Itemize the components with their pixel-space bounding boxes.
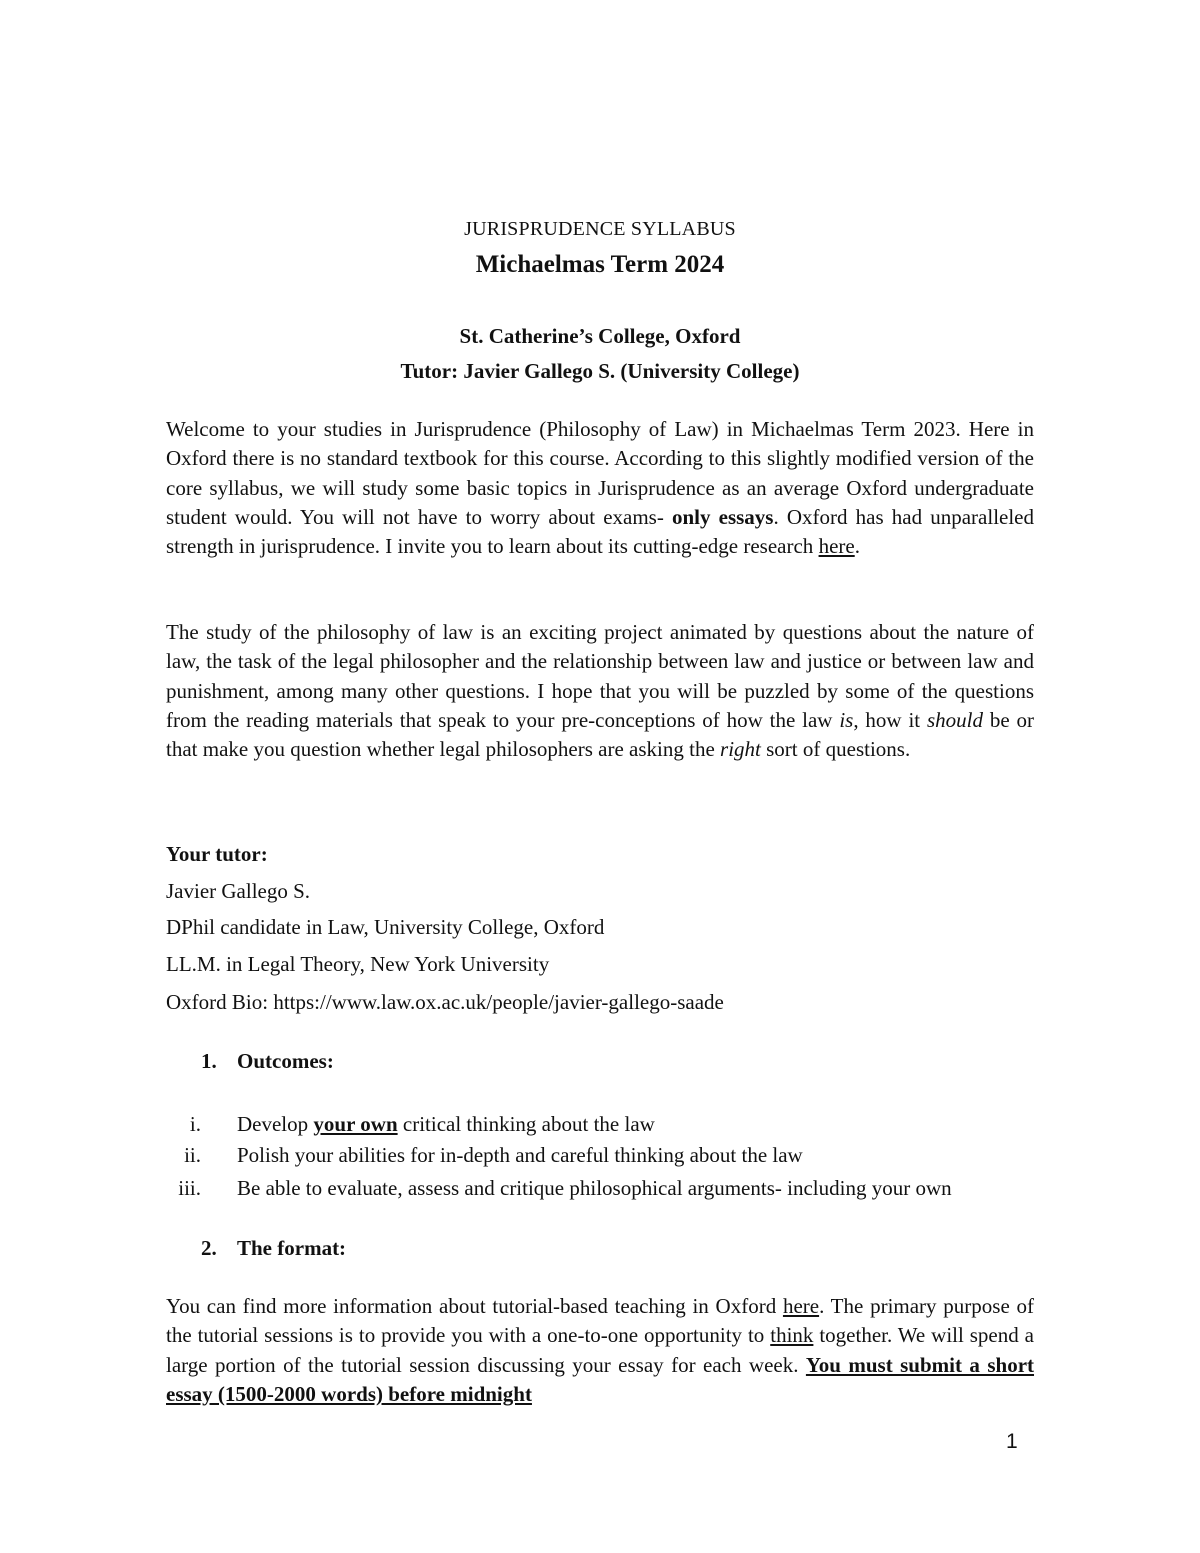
syllabus-title: JURISPRUDENCE SYLLABUS <box>464 218 736 240</box>
intro-paragraph-2 <box>166 618 1034 764</box>
outcome-item: Polish your abilities for in-depth and careful thinking about the law <box>237 1143 803 1167</box>
college-name: St. Catherine’s College, Oxford <box>459 324 741 348</box>
outcome-numeral: ii. <box>184 1143 201 1167</box>
outcome-numeral: iii. <box>178 1176 201 1200</box>
intro-p2-italic-right: right <box>720 737 761 762</box>
format-underline-think: think <box>770 1323 814 1348</box>
format-text-b: . The primary purpose of the tutorial sessions is to provide you with a one-to-one opportunity to <box>166 1294 1034 1348</box>
format-number: 2. <box>201 1236 217 1260</box>
intro-paragraph-1 <box>166 415 1034 561</box>
tutor-name: Javier Gallego S. <box>166 879 311 903</box>
outcome-item-emphasis: your own <box>313 1112 398 1136</box>
tutor-llm: LL.M. in Legal Theory, New York University <box>166 952 550 976</box>
outcome-numeral: i. <box>189 1112 201 1136</box>
intro-p1-text-c: . <box>854 534 860 559</box>
intro-p2-text-d: sort of questions. <box>760 737 911 762</box>
outcome-item-pre: Develop <box>237 1112 314 1136</box>
outcome-item <box>237 1110 655 1138</box>
outcomes-heading: Outcomes: <box>237 1049 334 1073</box>
intro-p1-bold: only essays <box>671 504 774 529</box>
format-paragraph <box>166 1292 1034 1409</box>
format-heading: The format: <box>237 1236 347 1260</box>
intro-p2-text-c: be or that make you question whether legal philosophers are asking the <box>166 707 1034 762</box>
intro-p2-text-a: The study of the philosophy of law is an exciting project animated by questions about the nature of law, the task of the legal philosopher and the relationship between law and justice or between law and punishment, among many other questions. I hope that you will be puzzled by some of the questions from the reading materials that speak to your pre-conceptions of how the law <box>166 620 1034 732</box>
term-title: Michaelmas Term 2024 <box>475 251 725 278</box>
intro-p1-text-a: Welcome to your studies in Jurisprudence (Philosophy of Law) in Michaelmas Term 2023. Here in Oxford there is no standard textbook for this course. According to this slightly modified version of the core syllabus, we will study some basic topics in Jurisprudence as an average Oxford undergraduate student would. You will not have to worry about exams- <box>166 417 1034 529</box>
outcome-item-post: critical thinking about the law <box>397 1112 655 1136</box>
tutor-dphil: DPhil candidate in Law, University College, Oxford <box>166 915 605 939</box>
tutor-heading: Your tutor: <box>166 842 268 866</box>
intro-p2-italic-should: should <box>926 707 983 732</box>
intro-p2-italic-is: is <box>839 707 854 732</box>
outcomes-number: 1. <box>201 1049 217 1073</box>
tutor-line: Tutor: Javier Gallego S. (University College) <box>400 359 800 383</box>
format-text-a: You can find more information about tutorial-based teaching in Oxford <box>166 1294 783 1318</box>
tutor-bio: Oxford Bio: https://www.law.ox.ac.uk/people/javier-gallego-saade <box>166 990 724 1014</box>
intro-p1-text-b: . Oxford has had unparalleled strength in jurisprudence. I invite you to learn about its cutting-edge research <box>166 504 1035 559</box>
format-text-c: together. We will spend a large portion of the tutorial session discussing your essay for each week. <box>166 1323 1035 1377</box>
intro-p2-text-b: , how it <box>853 707 927 732</box>
page-number: 1 <box>1006 1430 1018 1453</box>
format-essay-requirement: You must submit a short essay (1500-2000 words) before midnight <box>166 1352 1035 1406</box>
outcome-item: Be able to evaluate, assess and critique philosophical arguments- including your own <box>237 1176 952 1200</box>
research-link[interactable]: here <box>818 534 855 559</box>
tutorial-info-link[interactable]: here <box>782 1294 820 1318</box>
